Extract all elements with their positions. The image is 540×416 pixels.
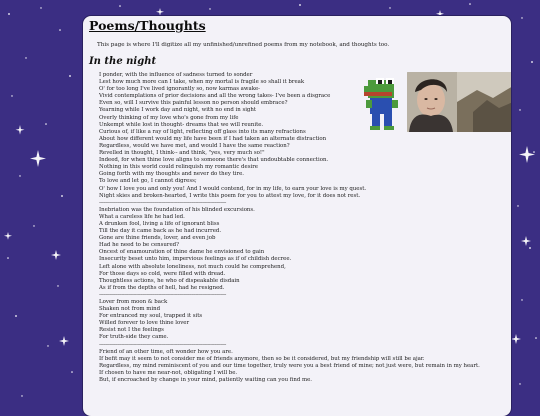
poem-line: Regardless, my mind reminiscent of you and our time together, truly were you a best friend of mine; not just were, but remain in my heart.: [99, 362, 480, 369]
poem-line: Unkempt while lost in thought- dreams that we will reunite.: [99, 121, 264, 128]
poem-line: Inebriation was the foundation of his blinded excursions.: [99, 206, 255, 213]
poem-line: Lest how much more can I take, when my mortal is fragile so shall it break: [99, 79, 305, 86]
poem-lines: [99, 72, 480, 384]
poem-line: If befit may it seem to not consider me of friends anymore, then so be it considered, but my friendship will still be ajar.: [99, 355, 425, 362]
content-panel: [83, 16, 511, 416]
poem-separator: ------------------------------------------------------------------------------------------------: [99, 341, 226, 348]
poem-line: To love and let go, I cannot digress;: [99, 178, 197, 185]
poem-line: If chosen to have me near-not, obligating I will be.: [99, 369, 238, 376]
poem-separator: ------------------------------------------------------------------------------------------------: [99, 291, 226, 298]
poem-line: Curious of, if like a ray of light, reflecting off glass into its many refractions: [99, 128, 306, 135]
poem-line: For entranced my soul, trapped it sits: [99, 313, 203, 320]
poem-line: Friend of an other time, oft wonder how you are.: [99, 348, 233, 355]
poem-line: Even so, will I survive this painful lesson no person should embrace?: [99, 100, 288, 107]
poem-line: O' how I love you and only you! And I would contend, for in my life, to earn your love is my quest.: [99, 185, 367, 192]
poem-line: Oncest of enamouration of thine dame he envisioned to gain: [99, 249, 265, 256]
page-intro: This page is where I'll digitize all my unfinished/unrefined poems from my notebook, and thoughts too.: [97, 42, 390, 48]
section-title: In the night: [89, 56, 157, 67]
poem-section: [89, 72, 505, 384]
poem-line: Going forth with my thoughts and never do they tire.: [99, 171, 244, 178]
poem-line: Willed forever to love thine lover: [99, 320, 190, 327]
poem-line: But, if encroached by change in your mind, patiently waiting can you find me.: [99, 377, 312, 384]
poem-line: Had he need to be censured?: [99, 242, 179, 249]
poem-line: For truth-side they came.: [99, 334, 169, 341]
poem-line: Yearning while I work day and night, with no end in sight: [99, 107, 257, 114]
poem-line: What a careless life he had led.: [99, 213, 185, 220]
poem-line: As if from the depths of hell, had he resigned.: [99, 284, 225, 291]
frog-image: [362, 76, 402, 132]
poem-line: Insecurity beset unto him, impervious feelings as if of childish decree.: [99, 256, 292, 263]
portrait-photo-art: [407, 72, 511, 132]
poem-line: Gone are thine friends, lover, and even job: [99, 235, 216, 242]
poem-line: O' for too long I've lived ignorantly so, now karmas awake-: [99, 86, 261, 93]
poem-line: Vivid contemplations of prior decisions and all the wrong takes- I've been a disgrace: [99, 93, 331, 100]
poem-line: Nothing in this world could relinquish my romantic desire: [99, 164, 258, 171]
portrait-photo: [407, 72, 511, 132]
poem-line: Regardless, would we have met, and would I have the same reaction?: [99, 142, 290, 149]
poem-line: About how different would my life have been if I had taken an alternate distraction: [99, 135, 327, 142]
poem-line: I ponder, with the influence of sadness turned to sonder: [99, 72, 253, 78]
poem-line: Resist not I the feelings: [99, 327, 164, 334]
poem-line: Left alone with absolute loneliness, not much could he comprehend,: [99, 263, 286, 270]
poem-line: A drunken fool, living a life of ignorant bliss: [99, 220, 220, 227]
poem-line: For those days so cold, were filled with dread.: [99, 270, 226, 277]
poem-line: Night skies and broken-hearted, I write this poem for you to attest my love, for it does not rest.: [99, 192, 361, 199]
poem-line: Lover from moon & back: [99, 299, 168, 305]
page-title: Poems/Thoughts: [89, 18, 206, 33]
poem-line: Overly thinking of my love who's gone from my life: [99, 114, 239, 121]
poem-separator: ------------------------------------------------------------------------------------------------: [99, 199, 226, 206]
poem-line: Thoughtless actions, he who of dispeakable disdain: [99, 277, 240, 284]
poem-line: Indeed, for when thine love aligns to someone there's that undoubtable connection.: [99, 157, 329, 164]
poem-line: Till the day it came back as he had incurred.: [99, 228, 222, 235]
poem-line: Revelled in thought, I think-- and think, "yes, very much so!": [99, 150, 265, 157]
poem-line: Shaken not from mind: [99, 306, 161, 313]
